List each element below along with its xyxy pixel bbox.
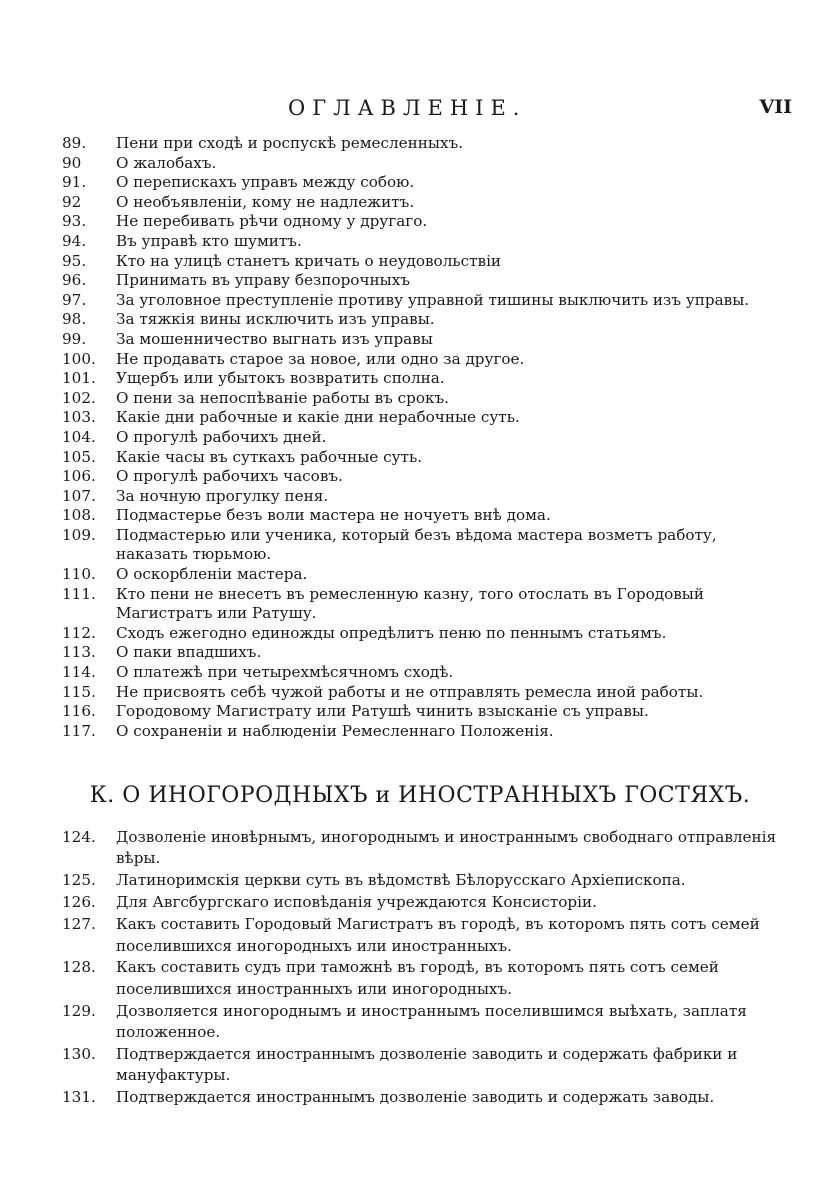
entry-number: 93. <box>62 212 87 231</box>
entry-text: О прогулѣ рабочихъ дней. <box>116 427 327 446</box>
entry-text: За ночную прогулку пеня. <box>116 486 329 505</box>
entry-number: 90 <box>62 153 82 172</box>
entry-number: 130. <box>62 1045 96 1064</box>
contents-entry <box>62 271 782 291</box>
entry-number: 127. <box>62 915 96 934</box>
entry-number: 96. <box>62 271 87 290</box>
entry-text: Не продавать старое за новое, или одно за другое. <box>116 349 525 368</box>
contents-entry <box>62 1044 782 1087</box>
entry-text: За мошенничество выгнать изъ управы <box>116 329 433 348</box>
entry-number: 91. <box>62 173 87 192</box>
entry-text: О прогулѣ рабочихъ часовъ. <box>116 467 343 486</box>
contents-entry <box>62 1001 782 1044</box>
entry-text: Принимать въ управу безпорочныхъ <box>116 271 410 290</box>
entry-number: 94. <box>62 231 87 250</box>
contents-entry <box>62 134 782 154</box>
contents-entry <box>62 722 782 742</box>
contents-entry <box>62 291 782 311</box>
entry-number: 103. <box>62 408 96 427</box>
contents-entry <box>62 914 782 957</box>
entry-number: 105. <box>62 447 96 466</box>
contents-entry <box>62 310 782 330</box>
contents-entry <box>62 957 782 1000</box>
contents-entry <box>62 683 782 703</box>
contents-entry <box>62 506 782 526</box>
entry-text: Пени при сходѣ и роспускѣ ремесленныхъ. <box>116 134 464 152</box>
entry-number: 109. <box>62 525 96 544</box>
contents-entry <box>62 892 782 913</box>
contents-entry <box>62 585 782 624</box>
entry-number: 126. <box>62 893 96 912</box>
entry-text: Какъ составить судъ при таможнѣ въ городѣ, въ которомъ пять сотъ семей поселившихся иностранныхъ или иногородныхъ. <box>116 958 719 998</box>
entry-number: 95. <box>62 251 87 270</box>
entry-number: 108. <box>62 506 96 525</box>
entry-text: Сходъ ежегодно единожды опредѣлитъ пеню по пеннымъ статьямъ. <box>116 623 667 642</box>
entry-text: О перепискахъ управъ между собою. <box>116 173 415 192</box>
page-title: ОГЛАВЛЕНІЕ. <box>288 96 527 120</box>
entry-number: 110. <box>62 565 96 584</box>
contents-entry <box>62 526 782 565</box>
entry-text: Подмастерью или ученика, который безъ вѣдома мастера возметъ работу, наказать тюрьмою. <box>116 525 717 564</box>
entry-text: Какіе часы въ суткахъ рабочные суть. <box>116 447 423 466</box>
entry-text: Какіе дни рабочные и какіе дни нерабочные суть. <box>116 408 520 427</box>
entry-text: О необъявленіи, кому не надлежитъ. <box>116 192 415 211</box>
entry-text: О пени за непоспѣваніе работы въ срокъ. <box>116 388 449 407</box>
entry-number: 114. <box>62 663 96 682</box>
entry-number: 124. <box>62 828 96 846</box>
contents-entry <box>62 870 782 891</box>
contents-list-part1 <box>62 134 782 741</box>
entry-text: За уголовное преступленіе противу управной тишины выключить изъ управы. <box>116 290 750 309</box>
entry-number: 97. <box>62 290 87 309</box>
entry-text: Городовому Магистрату или Ратушѣ чинить взысканіе съ управы. <box>116 702 649 721</box>
entry-text: Ущербъ или убытокъ возвратить сполна. <box>116 369 445 388</box>
contents-entry <box>62 408 782 428</box>
entry-number: 104. <box>62 427 96 446</box>
entry-number: 92 <box>62 192 82 211</box>
entry-text: Кто на улицѣ станетъ кричать о неудовольствіи <box>116 251 502 270</box>
entry-number: 112. <box>62 623 96 642</box>
section-heading: К. О ИНОГОРОДНЫХЪ и ИНОСТРАННЫХЪ ГОСТЯХЪ. <box>89 783 751 808</box>
contents-entry <box>62 232 782 252</box>
entry-number: 125. <box>62 871 96 890</box>
contents-entry <box>62 212 782 232</box>
entry-number: 99. <box>62 329 87 348</box>
contents-entry <box>62 173 782 193</box>
entry-text: Не присвоять себѣ чужой работы и не отправлять ремесла иной работы. <box>116 682 704 701</box>
entry-text: Подтверждается иностраннымъ дозволеніе заводить и содержать заводы. <box>116 1088 715 1107</box>
entry-number: 98. <box>62 310 87 329</box>
entry-text: Кто пени не внесетъ въ ремесленную казну, того отослать въ Городовый Магистратъ или Ратушу. <box>116 584 704 623</box>
entry-number: 106. <box>62 467 96 486</box>
entry-text: Латиноримскія церкви суть въ вѣдомствѣ Бѣлорусскаго Архіепископа. <box>116 871 686 890</box>
contents-entry <box>62 467 782 487</box>
entry-number: 113. <box>62 643 96 662</box>
entry-text: Подмастерье безъ воли мастера не ночуетъ внѣ дома. <box>116 506 551 525</box>
contents-entry <box>62 565 782 585</box>
entry-text: Для Авгсбургскаго исповѣданія учреждаются Консисторіи. <box>116 893 597 912</box>
entry-text: Дозволеніе иновѣрнымъ, иногороднымъ и иностраннымъ свободнаго отправленія вѣры. <box>116 828 777 868</box>
entry-text: Въ управѣ кто шумитъ. <box>116 231 302 250</box>
entry-number: 131. <box>62 1088 96 1107</box>
contents-entry <box>62 154 782 174</box>
entry-number: 117. <box>62 721 96 740</box>
entry-text: Какъ составить Городовый Магистратъ въ городѣ, въ которомъ пять сотъ семей поселившихся иногородныхъ или иностранныхъ. <box>116 915 760 955</box>
contents-entry <box>62 252 782 272</box>
running-head <box>0 96 840 126</box>
entry-text: Не перебивать рѣчи одному у другаго. <box>116 212 428 231</box>
contents-entry <box>62 369 782 389</box>
contents-entry <box>62 1087 782 1108</box>
contents-entry <box>62 389 782 409</box>
entry-text: О сохраненіи и наблюденіи Ремесленнаго Положенія. <box>116 721 554 740</box>
entry-number: 101. <box>62 369 96 388</box>
contents-entry <box>62 330 782 350</box>
entry-text: Дозволяется иногороднымъ и иностраннымъ поселившимся выѣхать, заплатя положенное. <box>116 1001 747 1042</box>
contents-entry <box>62 643 782 663</box>
entry-number: 100. <box>62 349 96 368</box>
entry-number: 107. <box>62 486 96 505</box>
contents-entry <box>62 428 782 448</box>
contents-entry <box>62 448 782 468</box>
contents-entry <box>62 663 782 683</box>
contents-entry <box>62 702 782 722</box>
entry-text: О платежѣ при четырехмѣсячномъ сходѣ. <box>116 663 454 682</box>
entry-text: Подтверждается иностраннымъ дозволеніе заводить и содержать фабрики и мануфактуры. <box>116 1045 738 1085</box>
entry-number: 115. <box>62 682 96 701</box>
contents-entry <box>62 624 782 644</box>
entry-text: За тяжкія вины исключить изъ управы. <box>116 310 435 329</box>
entry-text: О оскорбленіи мастера. <box>116 565 308 584</box>
contents-entry <box>62 193 782 213</box>
contents-entry <box>62 827 782 870</box>
page-number: VII <box>759 96 792 118</box>
entry-text: О паки впадшихъ. <box>116 643 262 662</box>
entry-number: 111. <box>62 584 96 603</box>
entry-number: 89. <box>62 134 87 152</box>
entry-number: 129. <box>62 1001 96 1020</box>
entry-number: 116. <box>62 702 96 721</box>
entry-number: 128. <box>62 958 96 977</box>
entry-text: О жалобахъ. <box>116 153 217 172</box>
contents-entry <box>62 350 782 370</box>
contents-entry <box>62 487 782 507</box>
entry-number: 102. <box>62 388 96 407</box>
contents-list-part2 <box>62 827 782 1109</box>
